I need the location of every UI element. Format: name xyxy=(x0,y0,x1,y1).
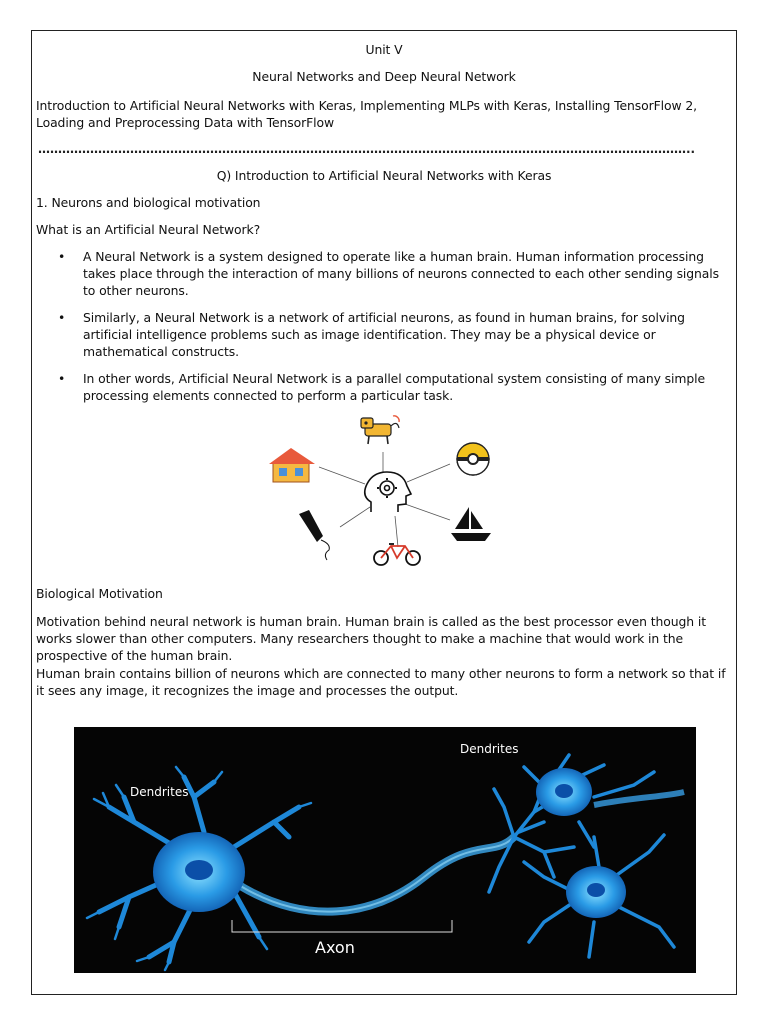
pokeball-icon xyxy=(457,443,489,475)
robot-dog-icon xyxy=(361,416,399,444)
dotted-divider: ……………………………………………………………………………………………………………………………………………….. xyxy=(38,142,696,156)
pen-icon xyxy=(299,510,329,560)
nucleus-top-right xyxy=(555,784,573,798)
bullet-text: A Neural Network is a system designed to operate like a human brain. Human information processing takes place through the interaction of many billions of neurons connected to each other sending signals to other neurons. xyxy=(83,249,719,298)
label-axon: Axon xyxy=(315,938,355,957)
nucleus-bottom-right xyxy=(587,883,605,897)
axon-bracket xyxy=(232,920,452,932)
bullet-symbol: • xyxy=(58,371,66,386)
ann-illustration xyxy=(255,412,515,572)
list-item xyxy=(36,370,730,404)
neuron-illustration xyxy=(74,727,696,973)
bullet-text: In other words, Artificial Neural Network is a parallel computational system consisting of many simple processing elements connected to perform a particular task. xyxy=(83,371,705,403)
biological-paragraph-2: Human brain contains billion of neurons which are connected to many other neurons to form a network so that if it sees any image, it recognizes the image and processes the output. xyxy=(36,666,726,698)
list-item xyxy=(36,309,730,360)
label-dendrites-right: Dendrites xyxy=(460,742,519,756)
bullet-symbol: • xyxy=(58,249,66,264)
subsection-heading: What is an Artificial Neural Network? xyxy=(36,222,261,237)
sailboat-icon xyxy=(451,507,491,541)
biological-paragraph-1: Motivation behind neural network is human brain. Human brain is called as the best processor even though it works slower than other computers. Many researchers thought to make a machine that would work in the prospective of the human brain. xyxy=(36,614,706,663)
axon xyxy=(234,837,514,912)
topics-list: Introduction to Artificial Neural Networks with Keras, Implementing MLPs with Keras, Installing TensorFlow 2, Loading and Preprocessing Data with TensorFlow xyxy=(36,98,697,130)
biological-heading: Biological Motivation xyxy=(36,586,163,601)
bicycle-icon xyxy=(374,544,420,565)
bullet-list xyxy=(36,248,730,414)
brain-head-icon xyxy=(365,472,411,512)
list-item xyxy=(36,248,730,299)
bullet-symbol: • xyxy=(58,310,66,325)
neuron-image xyxy=(74,727,696,973)
unit-heading: Unit V xyxy=(365,42,403,57)
document-title: Neural Networks and Deep Neural Network xyxy=(252,69,516,84)
nucleus-left xyxy=(185,860,213,880)
house-icon xyxy=(269,448,315,482)
section-heading: 1. Neurons and biological motivation xyxy=(36,195,261,210)
bullet-text: Similarly, a Neural Network is a network of artificial neurons, as found in human brains, for solving artificial intelligence problems such as image identification. They may be a physical device or mathematical constructs. xyxy=(83,310,685,359)
label-dendrites-left: Dendrites xyxy=(130,785,189,799)
question-heading: Q) Introduction to Artificial Neural Networks with Keras xyxy=(216,168,552,183)
